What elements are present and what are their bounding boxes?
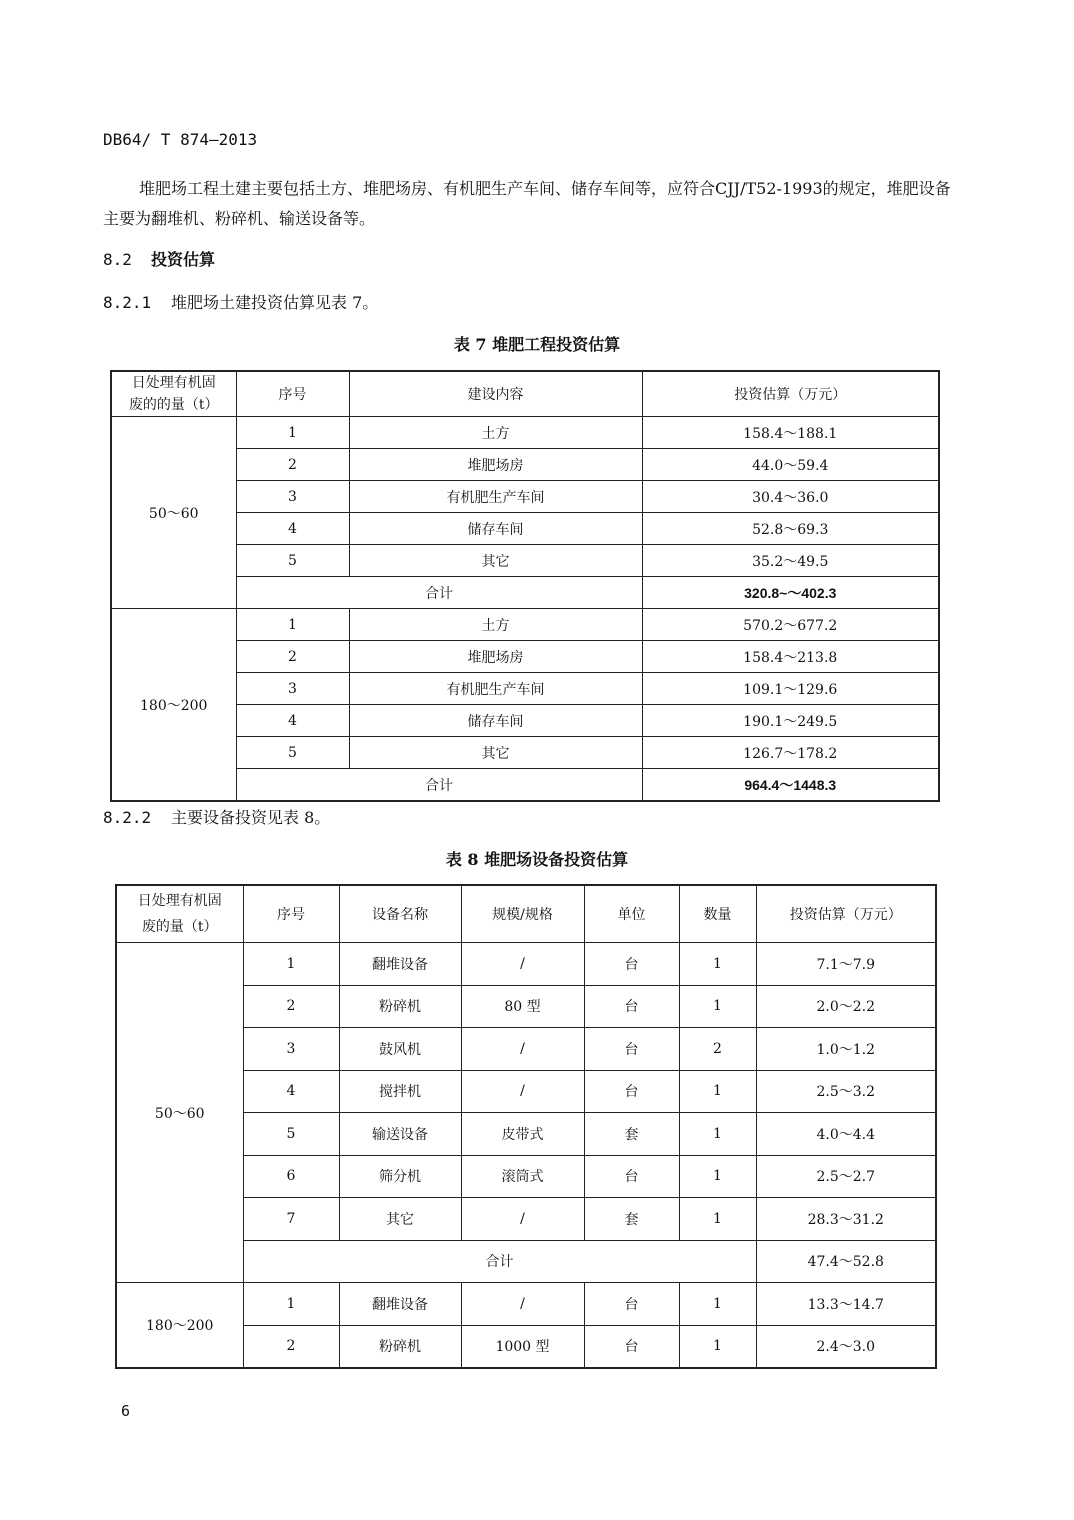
group-amount: 50～60 <box>111 417 236 609</box>
header-seq: 序号 <box>236 371 349 417</box>
cell-invest: 158.4～213.8 <box>642 641 939 673</box>
cell-seq: 1 <box>243 1283 339 1326</box>
cell-unit: 台 <box>584 1155 679 1198</box>
cell-seq: 4 <box>236 705 349 737</box>
group-amount: 50～60 <box>116 943 243 1283</box>
cell-seq: 4 <box>236 513 349 545</box>
table-total-row <box>111 577 939 609</box>
cell-content: 堆肥场房 <box>349 449 642 481</box>
table8-caption: 表 8 堆肥场设备投资估算 <box>445 850 629 869</box>
cell-seq: 6 <box>243 1155 339 1198</box>
cell-total: 964.4～1448.3 <box>642 769 939 802</box>
section-8-2-2 <box>103 805 330 828</box>
cell-spec: / <box>461 1070 584 1113</box>
cell-unit: 套 <box>584 1113 679 1156</box>
table-row <box>111 737 939 769</box>
paragraph-text: 堆肥场工程土建主要包括土方、堆肥场房、有机肥生产车间、储存车间等，应符合CJJ/T52-1993的规定，堆肥设备主要为翻堆机、粉碎机、输送设备等。 <box>103 179 951 228</box>
cell-seq: 3 <box>236 673 349 705</box>
table8 <box>115 884 937 1369</box>
cell-spec: / <box>461 1028 584 1071</box>
table-row <box>111 705 939 737</box>
cell-name: 翻堆设备 <box>339 943 461 986</box>
cell-qty: 1 <box>679 1070 756 1113</box>
cell-content: 有机肥生产车间 <box>349 673 642 705</box>
cell-qty: 2 <box>679 1028 756 1071</box>
cell-content: 其它 <box>349 545 642 577</box>
table-row <box>116 943 936 986</box>
cell-seq: 2 <box>243 1325 339 1368</box>
section-8-2 <box>103 247 215 270</box>
cell-name: 粉碎机 <box>339 1325 461 1368</box>
cell-qty: 1 <box>679 1198 756 1241</box>
table-row <box>111 417 939 449</box>
cell-seq: 2 <box>236 449 349 481</box>
cell-name: 其它 <box>339 1198 461 1241</box>
cell-invest: 52.8～69.3 <box>642 513 939 545</box>
cell-content: 储存车间 <box>349 513 642 545</box>
cell-invest: 44.0～59.4 <box>642 449 939 481</box>
cell-total: 320.8~～402.3 <box>642 577 939 609</box>
cell-spec: / <box>461 943 584 986</box>
cell-seq: 4 <box>243 1070 339 1113</box>
cell-name: 粉碎机 <box>339 985 461 1028</box>
cell-invest: 13.3～14.7 <box>756 1283 936 1326</box>
cell-qty: 1 <box>679 943 756 986</box>
table-row <box>111 513 939 545</box>
body-paragraph <box>103 174 953 234</box>
cell-unit: 台 <box>584 943 679 986</box>
cell-total-label: 合计 <box>243 1240 756 1283</box>
cell-invest: 109.1～129.6 <box>642 673 939 705</box>
cell-invest: 30.4～36.0 <box>642 481 939 513</box>
cell-invest: 1.0～1.2 <box>756 1028 936 1071</box>
cell-seq: 1 <box>236 609 349 641</box>
cell-total: 47.4～52.8 <box>756 1240 936 1283</box>
cell-invest: 158.4～188.1 <box>642 417 939 449</box>
cell-total-label: 合计 <box>236 577 642 609</box>
cell-seq: 5 <box>236 737 349 769</box>
cell-invest: 7.1～7.9 <box>756 943 936 986</box>
cell-seq: 3 <box>243 1028 339 1071</box>
cell-qty: 1 <box>679 1155 756 1198</box>
header-amount: 日处理有机固 废的的量（t） <box>111 371 236 417</box>
table7-caption: 表 7 堆肥工程投资估算 <box>453 335 621 354</box>
cell-seq: 5 <box>236 545 349 577</box>
cell-content: 堆肥场房 <box>349 641 642 673</box>
cell-invest: 2.4～3.0 <box>756 1325 936 1368</box>
table-row <box>111 641 939 673</box>
section-text: 堆肥场土建投资估算见表 7。 <box>171 293 379 312</box>
cell-invest: 2.5～2.7 <box>756 1155 936 1198</box>
cell-name: 搅拌机 <box>339 1070 461 1113</box>
header-name: 设备名称 <box>339 885 461 943</box>
group-amount: 180～200 <box>116 1283 243 1369</box>
cell-invest: 2.0～2.2 <box>756 985 936 1028</box>
cell-qty: 1 <box>679 985 756 1028</box>
cell-qty: 1 <box>679 1325 756 1368</box>
cell-total-label: 合计 <box>236 769 642 802</box>
table-total-row <box>111 769 939 802</box>
cell-name: 筛分机 <box>339 1155 461 1198</box>
table-row <box>111 481 939 513</box>
table-row <box>111 545 939 577</box>
table-row <box>116 1283 936 1326</box>
cell-content: 土方 <box>349 417 642 449</box>
table-row <box>111 609 939 641</box>
section-number: 8.2 <box>103 250 132 269</box>
cell-seq: 3 <box>236 481 349 513</box>
header-seq: 序号 <box>243 885 339 943</box>
cell-invest: 2.5～3.2 <box>756 1070 936 1113</box>
header-spec: 规模/规格 <box>461 885 584 943</box>
cell-invest: 28.3～31.2 <box>756 1198 936 1241</box>
cell-qty: 1 <box>679 1283 756 1326</box>
cell-spec: 皮带式 <box>461 1113 584 1156</box>
cell-seq: 5 <box>243 1113 339 1156</box>
cell-seq: 1 <box>243 943 339 986</box>
cell-content: 土方 <box>349 609 642 641</box>
table-header-row <box>111 371 939 417</box>
header-qty: 数量 <box>679 885 756 943</box>
section-8-2-1 <box>103 290 378 313</box>
cell-seq: 2 <box>243 985 339 1028</box>
cell-invest: 570.2～677.2 <box>642 609 939 641</box>
cell-unit: 台 <box>584 1325 679 1368</box>
cell-content: 其它 <box>349 737 642 769</box>
header-content: 建设内容 <box>349 371 642 417</box>
cell-unit: 台 <box>584 1028 679 1071</box>
cell-spec: / <box>461 1198 584 1241</box>
section-title: 投资估算 <box>151 250 216 269</box>
cell-unit: 套 <box>584 1198 679 1241</box>
group-amount: 180～200 <box>111 609 236 802</box>
cell-invest: 126.7～178.2 <box>642 737 939 769</box>
cell-spec: 80 型 <box>461 985 584 1028</box>
section-number: 8.2.1 <box>103 293 152 312</box>
section-text: 主要设备投资见表 8。 <box>171 808 331 827</box>
page-number: 6 <box>121 1402 131 1420</box>
cell-unit: 台 <box>584 1070 679 1113</box>
cell-unit: 台 <box>584 985 679 1028</box>
cell-qty: 1 <box>679 1113 756 1156</box>
header-invest: 投资估算（万元） <box>756 885 936 943</box>
cell-name: 翻堆设备 <box>339 1283 461 1326</box>
table-header-row <box>116 885 936 943</box>
header-invest: 投资估算（万元） <box>642 371 939 417</box>
cell-content: 有机肥生产车间 <box>349 481 642 513</box>
cell-seq: 1 <box>236 417 349 449</box>
cell-unit: 台 <box>584 1283 679 1326</box>
cell-invest: 4.0～4.4 <box>756 1113 936 1156</box>
section-number: 8.2.2 <box>103 808 152 827</box>
table-row <box>111 449 939 481</box>
table-row <box>111 673 939 705</box>
table7 <box>110 370 940 802</box>
cell-name: 鼓风机 <box>339 1028 461 1071</box>
document-header: DB64/ T 874—2013 <box>103 130 258 149</box>
header-unit: 单位 <box>584 885 679 943</box>
cell-invest: 35.2～49.5 <box>642 545 939 577</box>
cell-seq: 2 <box>236 641 349 673</box>
header-amount: 日处理有机固 废的量（t） <box>116 885 243 943</box>
cell-name: 输送设备 <box>339 1113 461 1156</box>
cell-spec: / <box>461 1283 584 1326</box>
cell-seq: 7 <box>243 1198 339 1241</box>
cell-content: 储存车间 <box>349 705 642 737</box>
cell-spec: 滚筒式 <box>461 1155 584 1198</box>
cell-spec: 1000 型 <box>461 1325 584 1368</box>
cell-invest: 190.1～249.5 <box>642 705 939 737</box>
